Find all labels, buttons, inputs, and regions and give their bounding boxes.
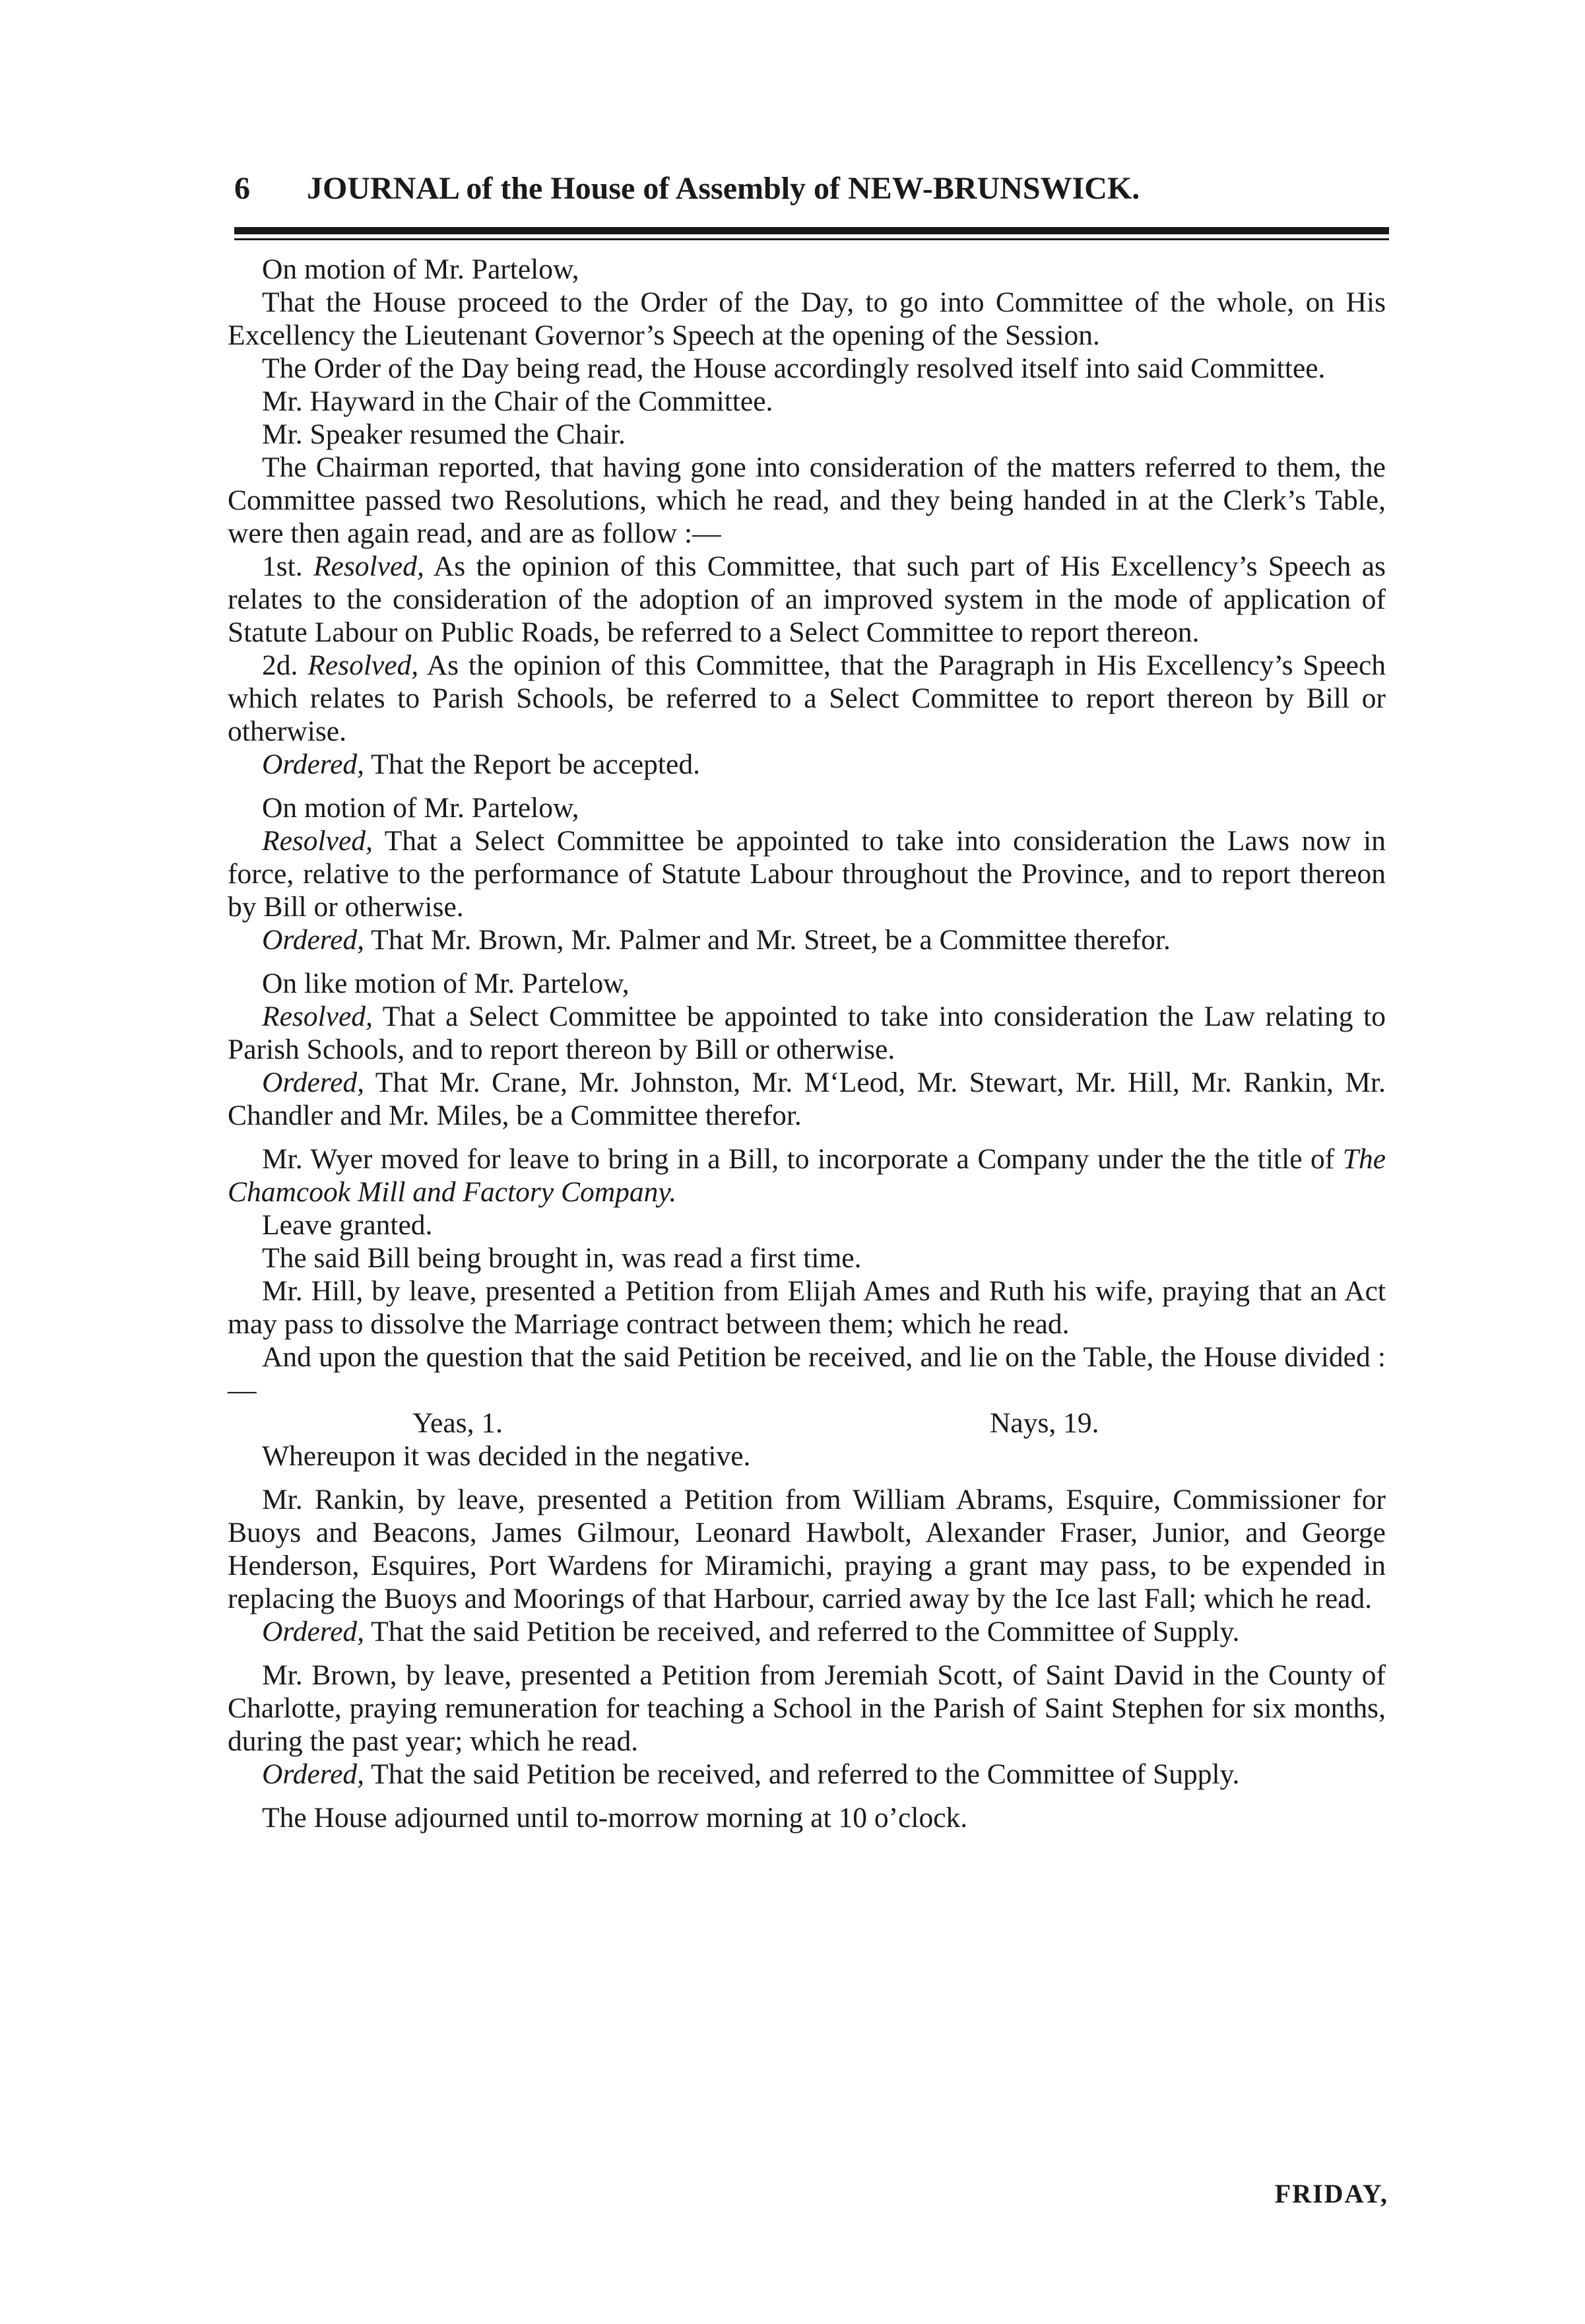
- paragraph: The said Bill being brought in, was read a first time.: [262, 1242, 862, 1274]
- paragraph: Mr. Speaker resumed the Chair.: [262, 418, 626, 450]
- order: Ordered, That the said Petition be received, and referred to the Committee of Supply.: [262, 1758, 1240, 1790]
- paragraph: Whereupon it was decided in the negative.: [262, 1440, 751, 1472]
- paragraph: Mr. Rankin, by leave, presented a Petition from William Abrams, Esquire, Commissioner for Buoys and Beacons, James Gilmour, Leonard Hawbolt, Alexander Fraser, Junior, and George Henderson, Esquires, Port Wardens for Miramichi, praying a grant may pass, to be expended in replacing the Buoys and Moorings of that Harbour, carried away by the Ice last Fall; which he read.: [228, 1484, 1386, 1614]
- paragraph: Mr. Hill, by leave, presented a Petition from Elijah Ames and Ruth his wife, praying that an Act may pass to dissolve the Marriage contract between them; which he read.: [228, 1275, 1386, 1340]
- paragraph: Leave granted.: [262, 1209, 433, 1241]
- paragraph: The Chairman reported, that having gone into consideration of the matters referred to them, the Committee passed two Resolutions, which he read, and they being handed in at the Clerk’s Table, were then again read, and are as follow :—: [228, 451, 1386, 549]
- catchword: FRIDAY,: [1274, 2179, 1388, 2208]
- adjournment: The House adjourned until to-morrow morning at 10 o’clock.: [262, 1802, 968, 1834]
- header-rule-thick: [234, 227, 1389, 234]
- page-number: 6: [234, 171, 250, 206]
- paragraph: Mr. Wyer moved for leave to bring in a Bill, to incorporate a Company under the the title of The Chamcook Mill and Factory Company.: [228, 1143, 1386, 1208]
- nays-count: Nays, 19.: [990, 1407, 1099, 1439]
- order: Ordered, That Mr. Brown, Mr. Palmer and Mr. Street, be a Committee therefor.: [262, 924, 1171, 956]
- yeas-count: Yeas, 1.: [412, 1407, 503, 1439]
- order: Ordered, That the Report be accepted.: [262, 748, 700, 780]
- order: Ordered, That the said Petition be received, and referred to the Committee of Supply.: [262, 1616, 1240, 1647]
- paragraph: On like motion of Mr. Partelow,: [262, 968, 630, 999]
- resolution-2: 2d. Resolved, As the opinion of this Committee, that the Paragraph in His Excellency’s Speech which relates to Parish Schools, be referred to a Select Committee to report thereon by Bill or otherwise.: [228, 649, 1386, 747]
- running-header: [234, 170, 1389, 207]
- paragraph: Mr. Hayward in the Chair of the Committee.: [262, 385, 773, 417]
- paragraph: And upon the question that the said Petition be received, and lie on the Table, the House divided :—: [228, 1341, 1386, 1406]
- paragraph: On motion of Mr. Partelow,: [262, 253, 579, 285]
- header-rule-thin: [234, 238, 1389, 240]
- journal-title: JOURNAL of the House of Assembly of NEW-BRUNSWICK.: [307, 171, 1140, 206]
- paragraph: Mr. Brown, by leave, presented a Petition from Jeremiah Scott, of Saint David in the County of Charlotte, praying remuneration for teaching a School in the Parish of Saint Stephen for six months, during the past year; which he read.: [228, 1659, 1386, 1757]
- resolution: Resolved, That a Select Committee be appointed to take into consideration the Law relating to Parish Schools, and to report thereon by Bill or otherwise.: [228, 1001, 1386, 1065]
- resolution-1: 1st. Resolved, As the opinion of this Committee, that such part of His Excellency’s Speech as relates to the consideration of the adoption of an improved system in the mode of application of Statute Labour on Public Roads, be referred to a Select Committee to report thereon.: [228, 550, 1386, 648]
- division-tally: [228, 1407, 1386, 1440]
- paragraph: That the House proceed to the Order of the Day, to go into Committee of the whole, on His Excellency the Lieutenant Governor’s Speech at the opening of the Session.: [228, 286, 1386, 351]
- paragraph: The Order of the Day being read, the House accordingly resolved itself into said Committee.: [262, 352, 1326, 384]
- resolution: Resolved, That a Select Committee be appointed to take into consideration the Laws now in force, relative to the performance of Statute Labour throughout the Province, and to report thereon by Bill or otherwise.: [228, 825, 1386, 923]
- order: Ordered, That Mr. Crane, Mr. Johnston, Mr. M‘Leod, Mr. Stewart, Mr. Hill, Mr. Rankin, Mr. Chandler and Mr. Miles, be a Committee therefor.: [228, 1067, 1386, 1131]
- paragraph: On motion of Mr. Partelow,: [262, 792, 579, 824]
- journal-body: [228, 253, 1386, 1834]
